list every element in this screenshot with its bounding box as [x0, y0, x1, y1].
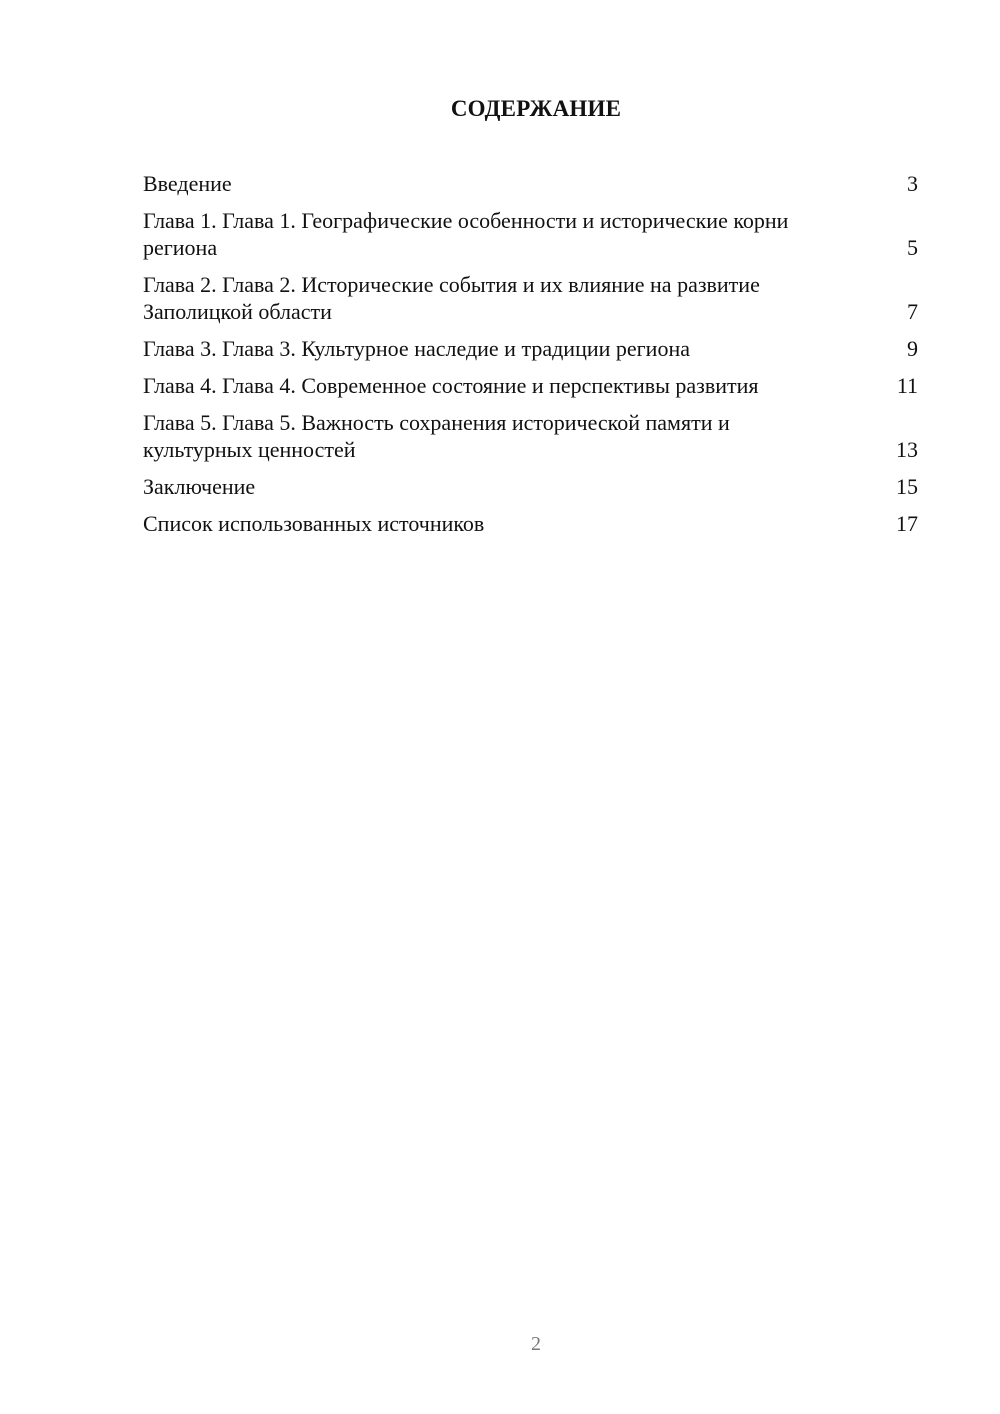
page-number: 2 [531, 1333, 541, 1355]
toc-entry-chapter-2 [143, 271, 918, 325]
toc-entry-label: Список использованных источников [143, 511, 485, 536]
toc-entry-page: 5 [907, 235, 918, 260]
toc-entry-page: 11 [896, 373, 918, 398]
toc-entry-label: Глава 4. Глава 4. Современное состояние и перспективы развития [143, 373, 759, 398]
toc-entry-label: Глава 1. Глава 1. Географические особенности и исторические корни региона [143, 208, 789, 260]
toc-entry-chapter-1 [143, 207, 918, 261]
toc-entry-page: 15 [896, 474, 918, 499]
toc-entry-page: 17 [896, 511, 918, 536]
toc-entry-page: 13 [896, 437, 918, 462]
toc-entry-chapter-5 [143, 409, 918, 463]
toc-entry-page: 9 [907, 336, 918, 361]
toc-entry-chapter-4 [143, 372, 918, 399]
toc-entry-references [143, 510, 918, 537]
toc-entry-label: Глава 5. Глава 5. Важность сохранения исторической памяти и культурных ценностей [143, 410, 730, 462]
toc-entry-conclusion [143, 473, 918, 500]
toc-entry-label: Глава 2. Глава 2. Исторические события и их влияние на развитие Заполицкой области [143, 272, 760, 324]
toc-entry-chapter-3 [143, 335, 918, 362]
page-title: СОДЕРЖАНИЕ [450, 96, 622, 121]
toc-entry-label: Заключение [143, 474, 256, 499]
toc-entry-label: Введение [143, 171, 232, 196]
toc-entry-page: 3 [907, 171, 918, 196]
toc-entry-label: Глава 3. Глава 3. Культурное наследие и традиции региона [143, 336, 690, 361]
toc-entry-introduction [143, 170, 918, 197]
toc-entry-page: 7 [907, 299, 918, 324]
table-of-contents [143, 170, 918, 547]
